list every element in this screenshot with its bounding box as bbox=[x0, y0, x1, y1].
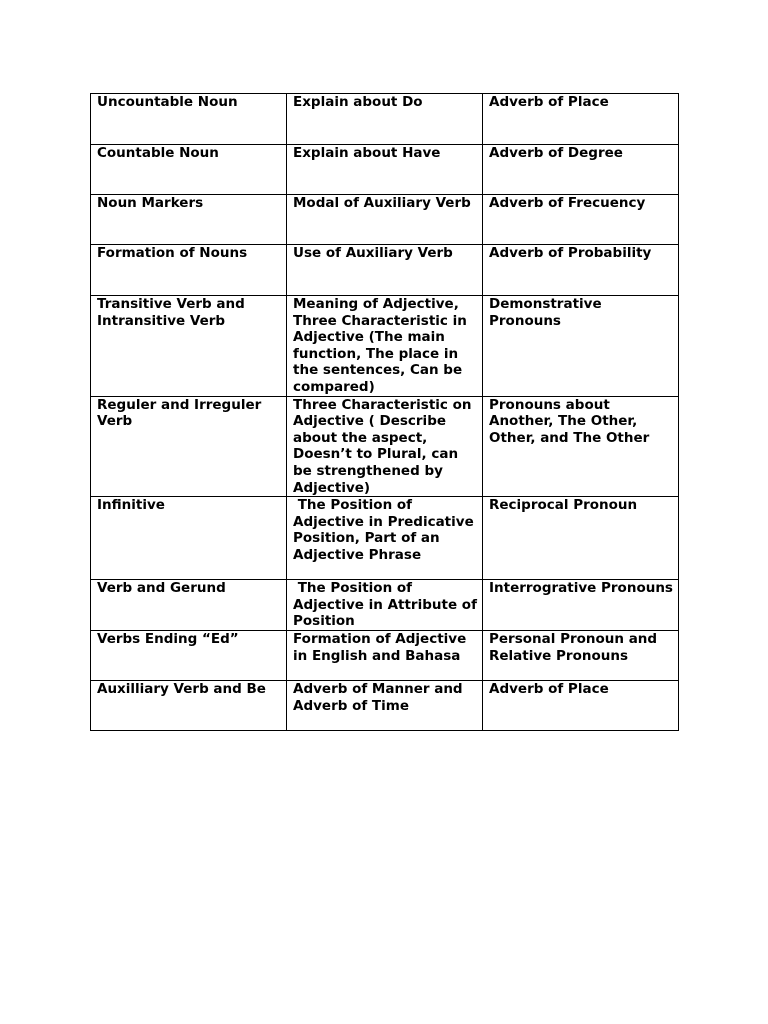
table-row bbox=[91, 580, 679, 631]
table-cell: Infinitive bbox=[91, 497, 287, 580]
table-cell: Formation of Nouns bbox=[91, 245, 287, 296]
table-row bbox=[91, 296, 679, 397]
table-cell: Explain about Do bbox=[287, 94, 483, 145]
table-cell: Demonstrative Pronouns bbox=[483, 296, 679, 397]
table-cell: Explain about Have bbox=[287, 145, 483, 195]
table-cell: Modal of Auxiliary Verb bbox=[287, 195, 483, 245]
table-cell: The Position of Adjective in Predicative Position, Part of an Adjective Phrase bbox=[287, 497, 483, 580]
table-cell: Three Characteristic on Adjective ( Describe about the aspect, Doesn’t to Plural, can be strengthened by Adjective) bbox=[287, 396, 483, 497]
table-row bbox=[91, 681, 679, 731]
table-cell: The Position of Adjective in Attribute of Position bbox=[287, 580, 483, 631]
table-cell: Adverb of Manner and Adverb of Time bbox=[287, 681, 483, 731]
table-cell: Personal Pronoun and Relative Pronouns bbox=[483, 631, 679, 681]
table-cell: Use of Auxiliary Verb bbox=[287, 245, 483, 296]
table-cell: Adverb of Place bbox=[483, 681, 679, 731]
table-cell: Interrogrative Pronouns bbox=[483, 580, 679, 631]
table-row bbox=[91, 195, 679, 245]
table-cell: Adverb of Frecuency bbox=[483, 195, 679, 245]
table-row bbox=[91, 497, 679, 580]
table-cell: Verbs Ending “Ed” bbox=[91, 631, 287, 681]
table-cell: Adverb of Probability bbox=[483, 245, 679, 296]
table-row bbox=[91, 245, 679, 296]
table-cell: Uncountable Noun bbox=[91, 94, 287, 145]
table-cell: Auxilliary Verb and Be bbox=[91, 681, 287, 731]
table-row bbox=[91, 94, 679, 145]
table-cell: Adverb of Place bbox=[483, 94, 679, 145]
table-cell: Reguler and Irreguler Verb bbox=[91, 396, 287, 497]
table-cell: Pronouns about Another, The Other, Other, and The Other bbox=[483, 396, 679, 497]
table-cell: Countable Noun bbox=[91, 145, 287, 195]
table-cell: Reciprocal Pronoun bbox=[483, 497, 679, 580]
table-row bbox=[91, 396, 679, 497]
table-cell: Adverb of Degree bbox=[483, 145, 679, 195]
table-cell: Meaning of Adjective, Three Characteristic in Adjective (The main function, The place in the sentences, Can be compared) bbox=[287, 296, 483, 397]
table-cell: Verb and Gerund bbox=[91, 580, 287, 631]
table-cell: Formation of Adjective in English and Bahasa bbox=[287, 631, 483, 681]
table-row bbox=[91, 631, 679, 681]
table-cell: Transitive Verb and Intransitive Verb bbox=[91, 296, 287, 397]
table-cell: Noun Markers bbox=[91, 195, 287, 245]
table-row bbox=[91, 145, 679, 195]
topics-table bbox=[90, 93, 679, 731]
